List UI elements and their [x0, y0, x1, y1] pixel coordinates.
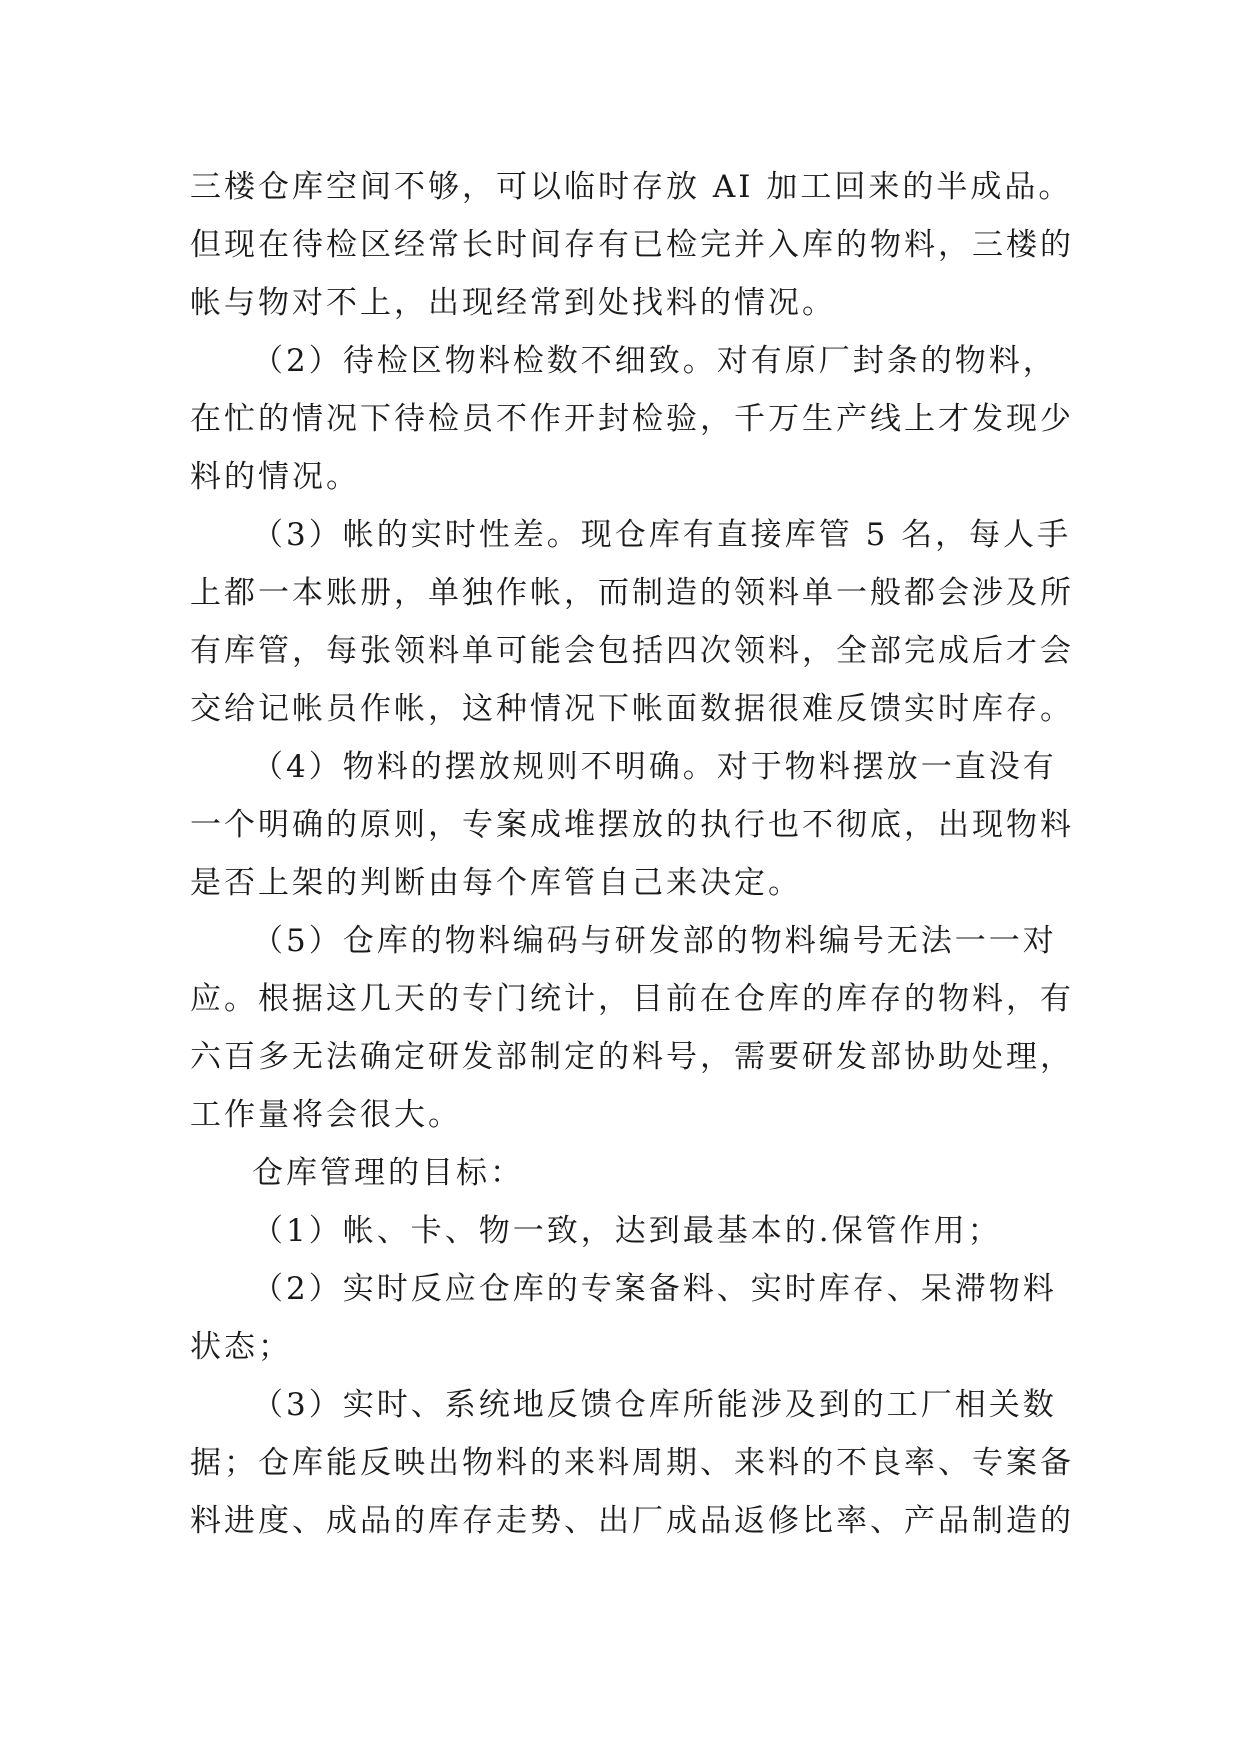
- text-line: （3）帐的实时性差。现仓库有直接库管 5 名，每人手: [252, 517, 1072, 553]
- text-line: （4）物料的摆放规则不明确。对于物料摆放一直没有: [252, 749, 1057, 785]
- text-line: （5）仓库的物料编码与研发部的物料编号无法一一对: [252, 923, 1057, 959]
- text-line: 在忙的情况下待检员不作开封检验，千万生产线上才发现少: [190, 401, 1074, 437]
- text-line: 是否上架的判断由每个库管自己来决定。: [190, 865, 802, 901]
- text-line: 但现在待检区经常长时间存有已检完并入库的物料，三楼的: [190, 227, 1074, 263]
- text-line: 三楼仓库空间不够，可以临时存放 AI 加工回来的半成品。: [190, 169, 1073, 205]
- text-line: （2）实时反应仓库的专案备料、实时库存、呆滞物料: [252, 1271, 1057, 1307]
- text-line: 料进度、成品的库存走势、出厂成品返修比率、产品制造的: [190, 1503, 1074, 1539]
- text-line: 交给记帐员作帐，这种情况下帐面数据很难反馈实时库存。: [190, 691, 1074, 727]
- text-line: 有库管，每张领料单可能会包括四次领料，全部完成后才会: [190, 633, 1074, 669]
- text-line: 六百多无法确定研发部制定的料号，需要研发部协助处理，: [190, 1039, 1074, 1075]
- text-line: 状态；: [190, 1329, 292, 1365]
- section-heading: 仓库管理的目标：: [252, 1155, 524, 1191]
- text-line: 一个明确的原则，专案成堆摆放的执行也不彻底，出现物料: [190, 807, 1074, 843]
- text-line: （1）帐、卡、物一致，达到最基本的.保管作用；: [252, 1213, 1002, 1249]
- text-line: 料的情况。: [190, 459, 360, 495]
- text-line: （2）待检区物料检数不细致。对有原厂封条的物料，: [252, 343, 1057, 379]
- text-line: （3）实时、系统地反馈仓库所能涉及到的工厂相关数: [252, 1387, 1057, 1423]
- document-body: [190, 158, 1074, 1550]
- text-line: 上都一本账册，单独作帐，而制造的领料单一般都会涉及所: [190, 575, 1074, 611]
- text-line: 工作量将会很大。: [190, 1097, 462, 1133]
- text-line: 帐与物对不上，出现经常到处找料的情况。: [190, 285, 836, 321]
- text-line: 据；仓库能反映出物料的来料周期、来料的不良率、专案备: [190, 1445, 1074, 1481]
- text-line: 应。根据这几天的专门统计，目前在仓库的库存的物料，有: [190, 981, 1074, 1017]
